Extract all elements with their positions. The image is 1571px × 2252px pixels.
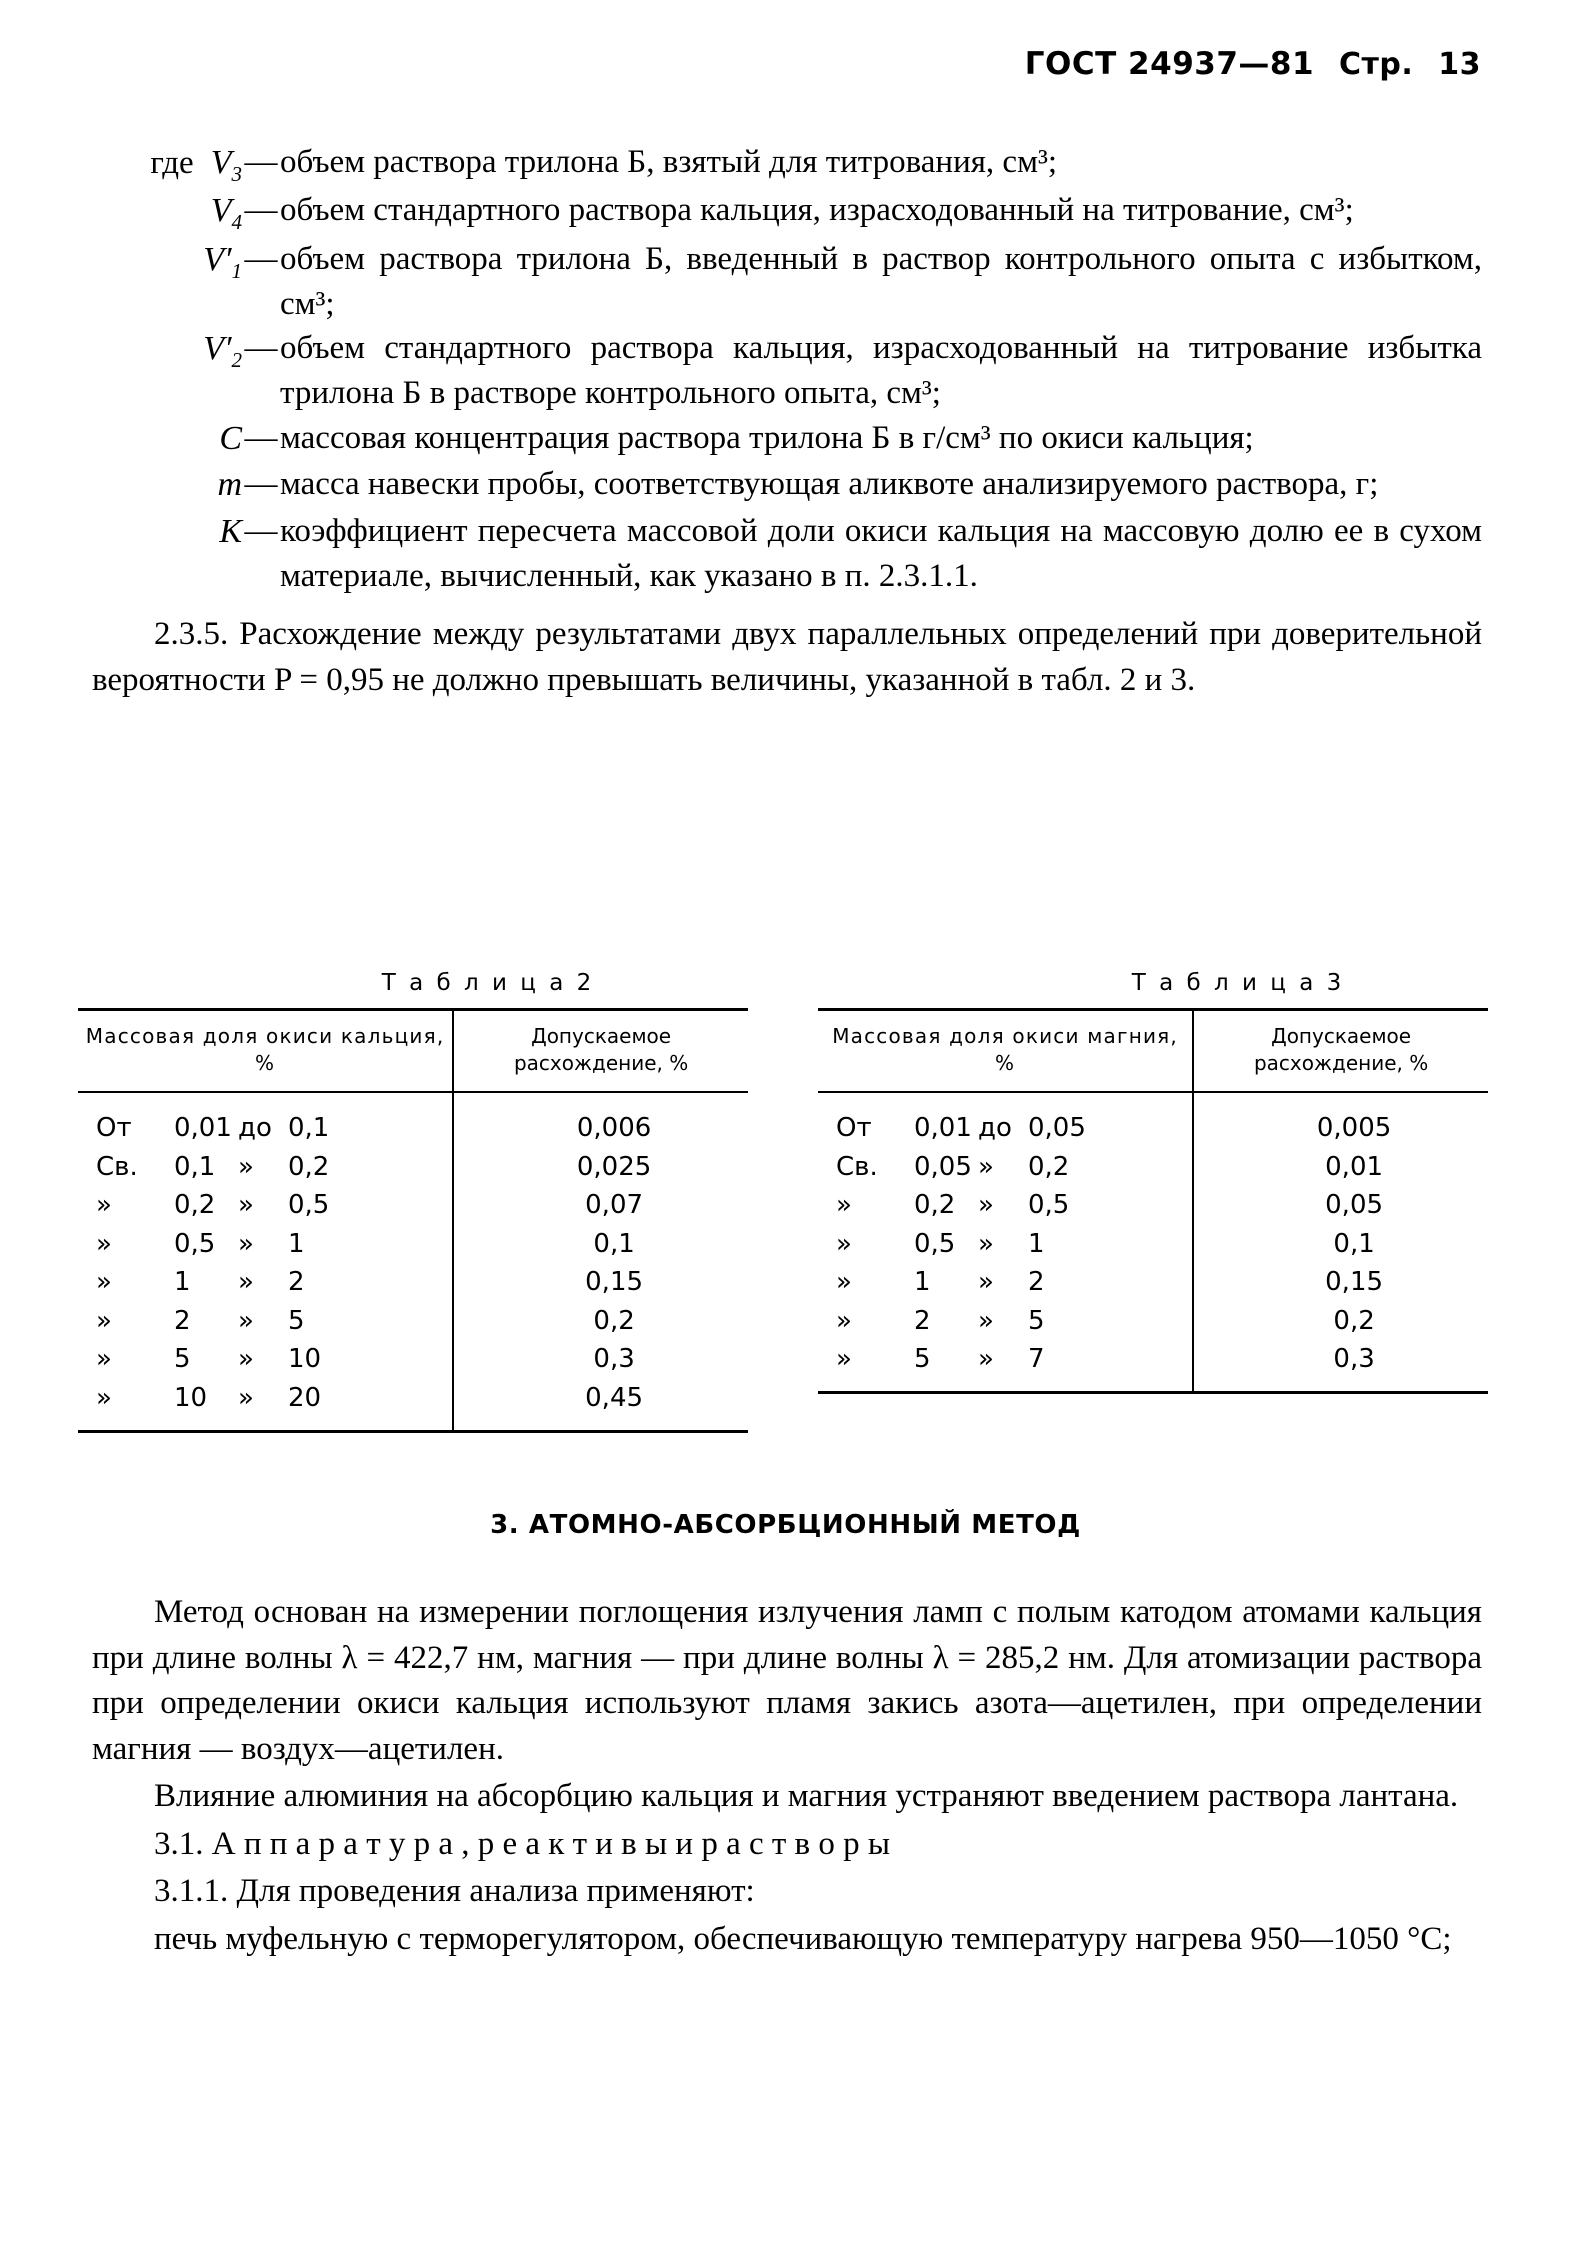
table-row <box>78 1302 748 1341</box>
range-mid-word: » <box>238 1383 254 1414</box>
range-cell <box>78 1225 453 1264</box>
range-from-value: 2 <box>914 1305 931 1336</box>
range-cell <box>78 1379 453 1431</box>
range-from-value: 0,1 <box>174 1151 216 1182</box>
page-number: 13 <box>1438 47 1481 82</box>
range-cell <box>78 1186 453 1225</box>
table-2-col-1: Массовая доля окиси кальция, % <box>78 1010 453 1093</box>
table-2-wrapper <box>78 970 748 1433</box>
symbol-v2-prime: $V'_2$ <box>203 330 242 373</box>
range-mid-word: » <box>238 1305 254 1336</box>
definition-row <box>92 416 1482 462</box>
table-3-caption: Т а б л и ц а 3 <box>1131 970 1345 996</box>
definition-text: объем стандартного раствора кальция, израсходованный на титрование, см³; <box>280 192 1354 229</box>
deviation-cell: 0,07 <box>585 1190 644 1221</box>
range-cell <box>78 1092 453 1148</box>
range-cell <box>818 1340 1193 1392</box>
range-mid-word: » <box>238 1190 254 1221</box>
section-body <box>92 1590 1482 1964</box>
definition-text: масса навески пробы, соответствующая аликвоте анализируемого раствора, г; <box>280 466 1379 503</box>
range-to-value: 20 <box>288 1383 322 1414</box>
table-3 <box>818 1008 1488 1394</box>
range-mid-word: » <box>238 1267 254 1298</box>
range-from-word: » <box>836 1190 852 1221</box>
table-3-col-2: Допускаемое расхождение, % <box>1193 1010 1488 1093</box>
subheading-3-1 <box>92 1822 1482 1868</box>
range-to-value: 5 <box>288 1305 305 1336</box>
range-from-word: Св. <box>96 1151 138 1182</box>
deviation-cell: 0,01 <box>1325 1151 1384 1182</box>
definition-text: объем раствора трилона Б, введенный в раствор контрольного опыта с избытком, см³; <box>280 240 1482 322</box>
range-cell <box>78 1148 453 1187</box>
table-row <box>78 1186 748 1225</box>
range-cell <box>818 1263 1193 1302</box>
page-header <box>1025 46 1481 82</box>
table-3-col-1: Массовая доля окиси магния, % <box>818 1010 1193 1093</box>
range-to-value: 5 <box>1028 1305 1045 1336</box>
range-from-word: От <box>836 1113 872 1143</box>
table-row <box>818 1225 1488 1264</box>
range-mid-word: » <box>978 1228 994 1259</box>
definition-text: массовая концентрация раствора трилона Б в г/см³ по окиси кальция; <box>280 420 1254 457</box>
table-2-body <box>78 1092 748 1431</box>
deviation-cell: 0,005 <box>1316 1113 1392 1143</box>
symbol-v1-prime: $V'_1$ <box>203 240 242 283</box>
range-from-word: » <box>836 1267 852 1298</box>
deviation-cell: 0,2 <box>1333 1305 1375 1336</box>
paragraph-method-text: Метод основан на измерении поглощения излучения ламп с полым катодом атомами кальция при длине волны λ = 422,7 нм, магния — при длине волны λ = 285,2 нм. Для атомизации раствора при определении окиси кальция используют пламя закись азота—ацетилен, при определении магния — воздух—ацетилен. <box>92 1594 1482 1767</box>
range-from-word: От <box>96 1113 132 1143</box>
range-mid-word: » <box>238 1151 254 1182</box>
range-mid-word: » <box>978 1267 994 1298</box>
range-cell <box>78 1302 453 1341</box>
table-3-body <box>818 1092 1488 1393</box>
table-row <box>818 1340 1488 1392</box>
deviation-cell: 0,15 <box>1325 1267 1384 1298</box>
table-header-row <box>78 1010 748 1093</box>
range-from-value: 1 <box>174 1267 191 1298</box>
paragraph-aluminium-text: Влияние алюминия на абсорбцию кальция и магния устраняют введением раствора лантана. <box>154 1778 1459 1815</box>
table-2-caption: Т а б л и ц а 2 <box>381 970 595 996</box>
deviation-cell: 0,025 <box>576 1151 652 1182</box>
paragraph-method <box>92 1590 1482 1772</box>
dash: — <box>244 512 278 549</box>
symbol-cell <box>92 326 242 416</box>
symbol-cell <box>92 416 242 462</box>
range-from-value: 5 <box>174 1344 191 1375</box>
symbol-cell <box>92 509 242 599</box>
range-to-value: 2 <box>288 1267 305 1298</box>
symbol-cell <box>92 188 242 236</box>
symbol-m: m <box>217 466 242 504</box>
range-from-word: » <box>836 1344 852 1375</box>
definition-text: объем стандартного раствора кальция, израсходованный на титрование избытка трилона Б в растворе контрольного опыта, см³; <box>280 330 1482 412</box>
range-from-word: » <box>96 1228 112 1259</box>
equipment-item-text: печь муфельную с терморегулятором, обеспечивающую температуру нагрева 950—1050 °С; <box>154 1920 1452 1957</box>
table-row <box>78 1263 748 1302</box>
range-from-word: » <box>96 1267 112 1298</box>
deviation-cell: 0,15 <box>585 1267 644 1298</box>
range-from-value: 0,5 <box>174 1228 216 1259</box>
table-2-col-2: Допускаемое расхождение, % <box>453 1010 748 1093</box>
dash: — <box>244 192 278 229</box>
symbol-cell <box>92 462 242 508</box>
range-from-value: 5 <box>914 1344 931 1375</box>
range-cell <box>818 1092 1193 1148</box>
range-to-value: 1 <box>288 1228 305 1259</box>
subheading-3-1-text: 3.1. А п п а р а т у р а , р е а к т и в ы и р а с т в о р ы <box>154 1825 891 1862</box>
dash: — <box>244 144 278 180</box>
dash: — <box>244 466 278 503</box>
symbol-cell <box>92 237 242 327</box>
range-from-value: 0,5 <box>914 1228 956 1259</box>
range-from-value: 0,05 <box>914 1151 972 1182</box>
range-from-word: » <box>96 1344 112 1375</box>
paragraph-aluminium <box>92 1774 1482 1820</box>
clause-3-1-1 <box>92 1869 1482 1915</box>
symbol-k: K <box>219 512 242 550</box>
table-row <box>78 1092 748 1148</box>
definition-list <box>92 140 1482 598</box>
range-from-value: 1 <box>914 1267 931 1298</box>
range-to-value: 0,2 <box>288 1151 330 1182</box>
lead-word: где <box>150 145 194 181</box>
definition-row <box>92 237 1482 327</box>
range-cell <box>818 1302 1193 1341</box>
range-to-value: 2 <box>1028 1267 1045 1298</box>
symbol-c: C <box>219 420 242 458</box>
clause-2-3-5-text: 2.3.5. Расхождение между результатами двух параллельных определений при доверительной вероятности P = 0,95 не должно превышать величины, указанной в табл. 2 и 3. <box>92 616 1482 698</box>
range-mid-word: » <box>238 1344 254 1375</box>
dash: — <box>244 420 278 457</box>
range-to-value: 0,2 <box>1028 1151 1070 1182</box>
range-from-value: 10 <box>174 1383 208 1414</box>
clause-2-3-5 <box>92 612 1482 703</box>
deviation-cell: 0,006 <box>576 1113 652 1143</box>
range-from-word: Св. <box>836 1151 878 1182</box>
range-to-value: 1 <box>1028 1228 1045 1259</box>
standard-number: ГОСТ 24937—81 <box>1024 46 1315 82</box>
equipment-item <box>92 1917 1482 1963</box>
definition-text: коэффициент пересчета массовой доли окиси кальция на массовую долю ее в сухом материале, вычисленный, как указано в п. 2.3.1.1. <box>280 512 1482 594</box>
dash: — <box>244 330 278 367</box>
range-to-value: 0,05 <box>1028 1113 1086 1143</box>
range-mid-word: » <box>978 1190 994 1221</box>
table-row <box>78 1148 748 1187</box>
section-heading: 3. АТОМНО-АБСОРБЦИОННЫЙ МЕТОД <box>490 1510 1081 1540</box>
clause-3-1-1-text: 3.1.1. Для проведения анализа применяют: <box>154 1873 755 1910</box>
range-from-word: » <box>836 1305 852 1336</box>
range-to-value: 7 <box>1028 1344 1045 1375</box>
deviation-cell: 0,1 <box>1333 1228 1375 1259</box>
table-3-wrapper <box>818 970 1488 1394</box>
definition-row <box>92 188 1482 236</box>
definition-row <box>92 326 1482 416</box>
range-cell <box>818 1186 1193 1225</box>
dash: — <box>244 240 278 277</box>
range-cell <box>818 1225 1193 1264</box>
range-cell <box>78 1263 453 1302</box>
range-to-value: 0,1 <box>288 1113 330 1143</box>
range-from-word: » <box>96 1190 112 1221</box>
definition-row <box>92 140 1482 188</box>
range-mid-word: » <box>978 1151 994 1182</box>
definition-row <box>92 509 1482 599</box>
table-row <box>78 1340 748 1379</box>
range-mid-word: » <box>978 1344 994 1375</box>
deviation-cell: 0,2 <box>593 1305 635 1336</box>
definitions-block <box>92 140 1482 703</box>
deviation-cell: 0,1 <box>593 1228 635 1259</box>
table-row <box>78 1225 748 1264</box>
range-cell <box>78 1340 453 1379</box>
table-3-head <box>818 1010 1488 1093</box>
table-2-head <box>78 1010 748 1093</box>
range-to-value: 0,5 <box>288 1190 330 1221</box>
range-from-value: 0,2 <box>174 1190 216 1221</box>
range-from-value: 2 <box>174 1305 191 1336</box>
page-label: Стр. <box>1339 47 1414 82</box>
table-row <box>818 1263 1488 1302</box>
table-row <box>818 1148 1488 1187</box>
symbol-v4: $V_4$ <box>210 192 242 235</box>
range-from-value: 0,01 <box>174 1113 232 1143</box>
range-to-value: 0,5 <box>1028 1190 1070 1221</box>
table-row <box>818 1092 1488 1148</box>
table-header-row <box>818 1010 1488 1093</box>
table-2 <box>78 1008 748 1433</box>
deviation-cell: 0,3 <box>593 1344 635 1375</box>
range-from-word: » <box>96 1383 112 1414</box>
table-row <box>78 1379 748 1431</box>
range-mid-word: до <box>238 1113 272 1143</box>
symbol-v3: $V_3$ <box>210 144 242 186</box>
range-mid-word: до <box>978 1113 1012 1143</box>
table-row <box>818 1186 1488 1225</box>
deviation-cell: 0,45 <box>585 1383 644 1414</box>
deviation-cell: 0,05 <box>1325 1190 1384 1221</box>
range-cell <box>818 1148 1193 1187</box>
range-from-value: 0,01 <box>914 1113 972 1143</box>
range-mid-word: » <box>238 1228 254 1259</box>
range-from-word: » <box>96 1305 112 1336</box>
table-row <box>818 1302 1488 1341</box>
range-from-value: 0,2 <box>914 1190 956 1221</box>
range-from-word: » <box>836 1228 852 1259</box>
deviation-cell: 0,3 <box>1333 1344 1375 1375</box>
symbol-cell <box>92 140 242 188</box>
range-mid-word: » <box>978 1305 994 1336</box>
definition-row <box>92 462 1482 508</box>
definition-text: объем раствора трилона Б, взятый для титрования, см³; <box>280 144 1058 180</box>
tables-area <box>78 970 1498 1433</box>
range-to-value: 10 <box>288 1344 322 1375</box>
